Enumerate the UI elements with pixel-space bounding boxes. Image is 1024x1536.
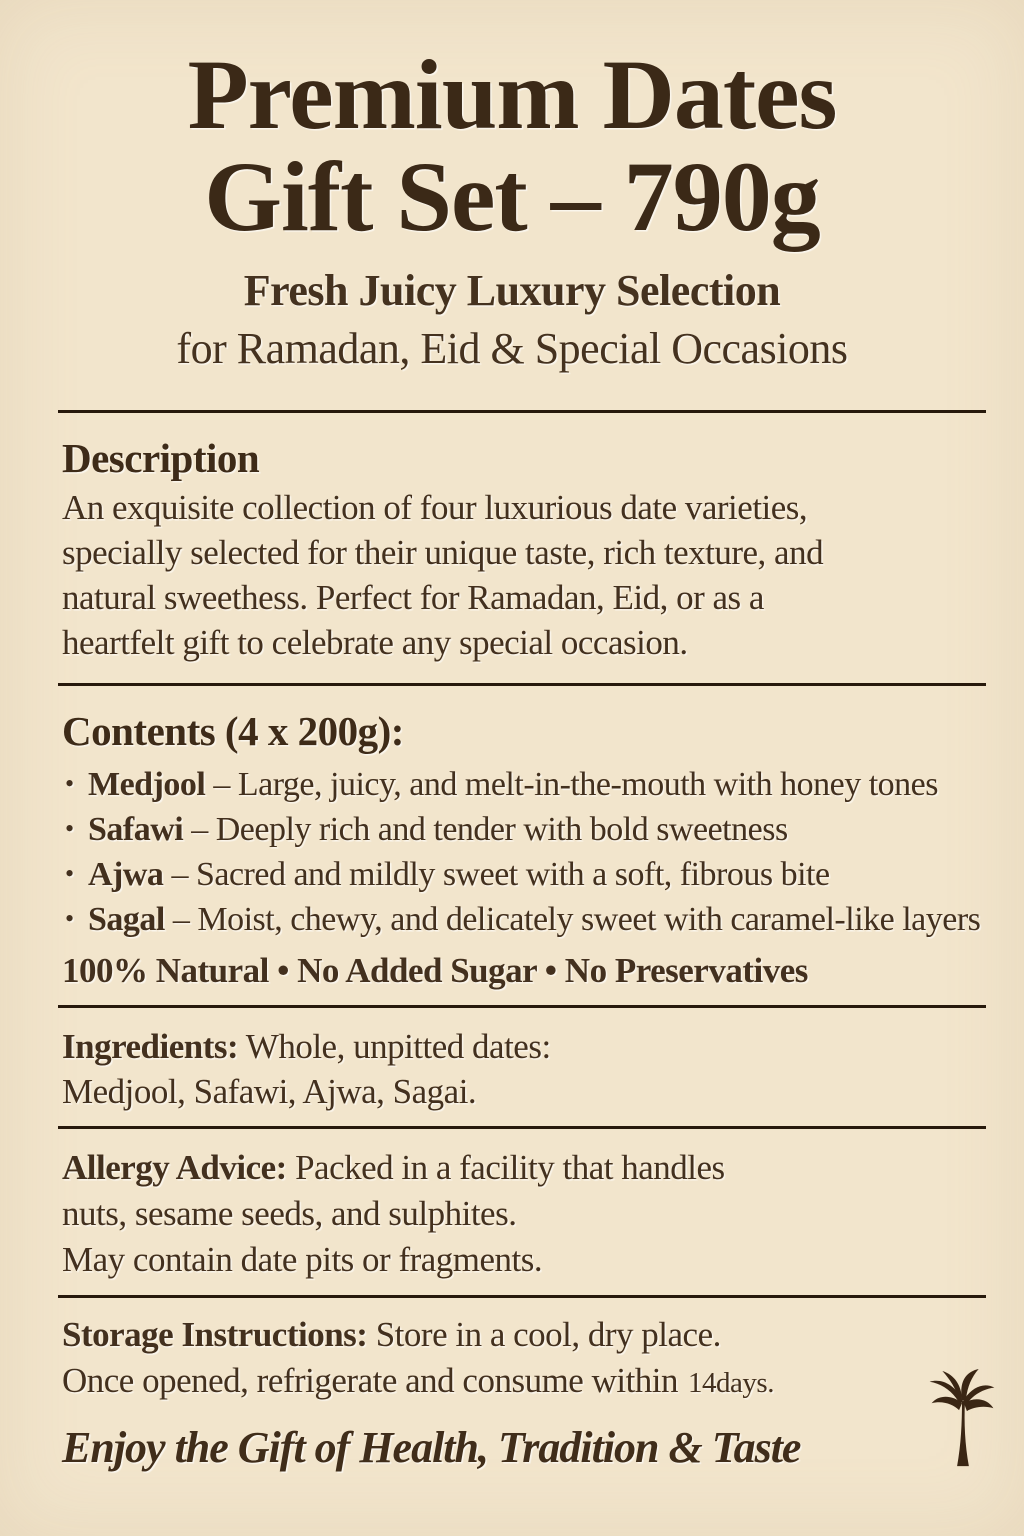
allergy-line2: nuts, sesame seeds, and sulphites. bbox=[62, 1194, 517, 1233]
storage-text2: Once opened, refrigerate and consume within bbox=[62, 1361, 679, 1400]
description-line: specially selected for their unique taste, rich texture, and bbox=[62, 533, 824, 572]
variety-desc: – Moist, chewy, and delicately sweet with caramel-like layers bbox=[164, 901, 981, 938]
list-item bbox=[62, 897, 1006, 942]
description-heading: Description bbox=[62, 435, 260, 481]
subtitle-line1: Fresh Juicy Luxury Selection bbox=[243, 266, 781, 315]
section-divider bbox=[58, 1005, 986, 1008]
claims-line: 100% Natural • No Added Sugar • No Preservatives bbox=[62, 951, 808, 990]
variety-name: Sagal bbox=[88, 901, 165, 938]
subtitle-line2: for Ramadan, Eid & Special Occasions bbox=[176, 324, 848, 373]
storage-label: Storage Instructions: bbox=[62, 1315, 368, 1354]
variety-desc: – Deeply rich and tender with bold sweetness bbox=[183, 811, 788, 848]
allergy-text: Packed in a facility that handles bbox=[295, 1148, 725, 1187]
variety-desc: – Large, juicy, and melt-in-the-mouth with honey tones bbox=[205, 766, 938, 803]
variety-name: Safawi bbox=[88, 811, 184, 848]
storage-line2 bbox=[62, 1358, 1006, 1406]
section-divider bbox=[58, 1295, 986, 1298]
storage-text: Store in a cool, dry place. bbox=[375, 1315, 721, 1354]
section-divider bbox=[58, 1126, 986, 1129]
bullet-icon: • bbox=[65, 859, 74, 888]
storage-section bbox=[0, 1312, 1024, 1406]
ingredients-line2: Medjool, Safawi, Ajwa, Sagai. bbox=[62, 1072, 477, 1111]
page-title bbox=[24, 39, 1000, 252]
contents-section bbox=[0, 708, 1024, 993]
title-line2: Gift Set – 790g bbox=[204, 141, 820, 252]
variety-desc: – Sacred and mildly sweet with a soft, fibrous bite bbox=[163, 856, 830, 893]
contents-heading: Contents (4 x 200g): bbox=[62, 708, 404, 754]
allergy-line1 bbox=[62, 1145, 1006, 1191]
contents-list bbox=[62, 762, 1006, 942]
allergy-line3: May contain date pits or fragments. bbox=[62, 1240, 543, 1279]
allergy-label: Allergy Advice: bbox=[62, 1148, 287, 1187]
allergy-section bbox=[0, 1145, 1024, 1283]
tagline: Enjoy the Gift of Health, Tradition & Taste bbox=[62, 1423, 801, 1472]
list-item bbox=[62, 852, 1006, 897]
ingredients-label: Ingredients: bbox=[62, 1027, 239, 1066]
list-item bbox=[62, 762, 1006, 807]
variety-name: Medjool bbox=[88, 766, 206, 803]
section-divider bbox=[58, 410, 986, 413]
section-divider bbox=[58, 683, 986, 686]
bullet-icon: • bbox=[65, 769, 74, 798]
ingredients-line1 bbox=[62, 1024, 1006, 1069]
variety-name: Ajwa bbox=[88, 856, 164, 893]
bullet-icon: • bbox=[65, 814, 74, 843]
ingredients-text: Whole, unpitted dates: bbox=[245, 1027, 551, 1066]
title-line1: Premium Dates bbox=[187, 39, 837, 150]
ingredients-section bbox=[0, 1024, 1024, 1114]
list-item bbox=[62, 807, 1006, 852]
description-line: An exquisite collection of four luxurious date varieties, bbox=[62, 488, 808, 527]
description-section bbox=[0, 435, 1024, 665]
description-line: heartfelt gift to celebrate any special occasion. bbox=[62, 623, 688, 662]
palm-tree-icon bbox=[926, 1368, 998, 1470]
storage-line1 bbox=[62, 1312, 1006, 1358]
storage-days: 14days. bbox=[688, 1367, 774, 1399]
bullet-icon: • bbox=[65, 904, 74, 933]
description-line: natural sweethess. Perfect for Ramadan, Eid, or as a bbox=[62, 578, 764, 617]
